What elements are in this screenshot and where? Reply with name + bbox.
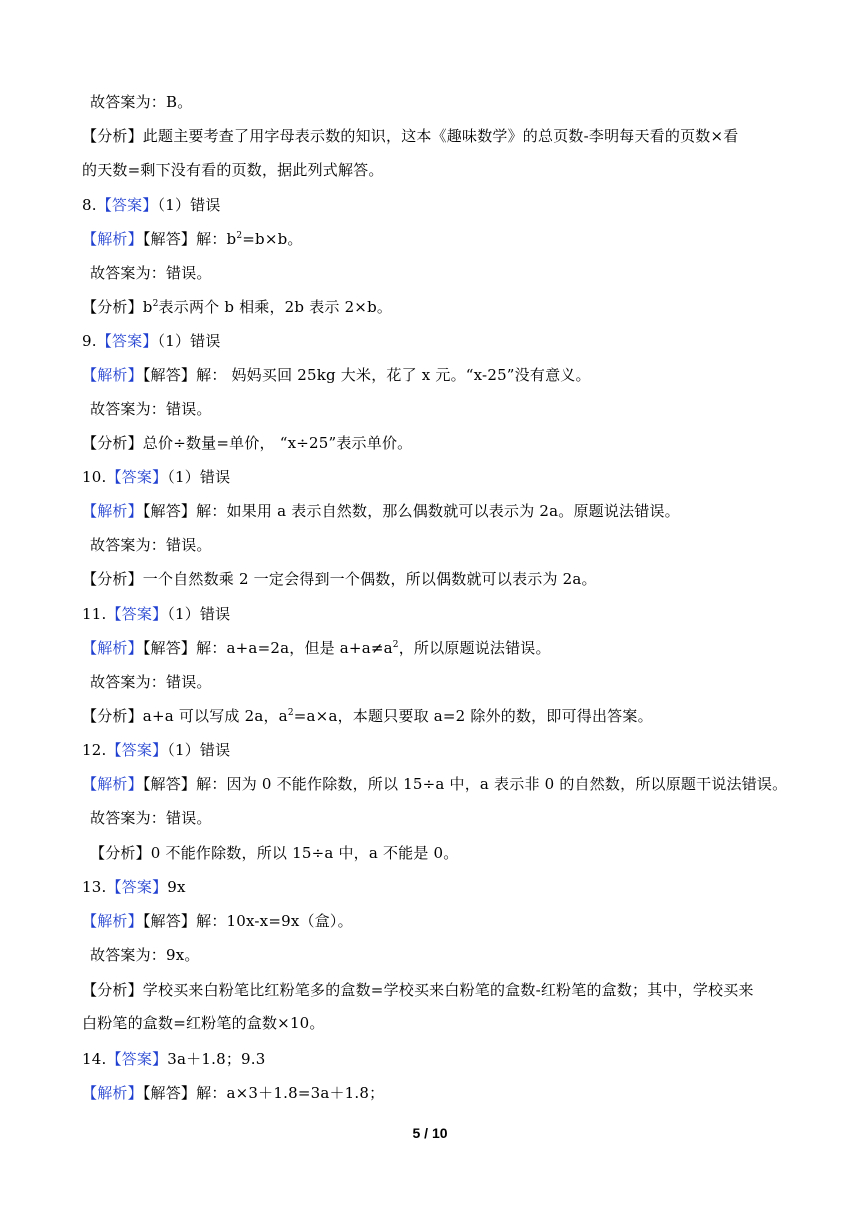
text-run: 故答案为：错误。: [90, 673, 212, 691]
text-line: [82, 467, 800, 487]
text-run: 【解答】解：如果用 a 表示自然数，那么偶数就可以表示为 2a。原题说法错误。: [142, 502, 680, 520]
label-tag: 【答案】: [106, 878, 168, 896]
label-tag: 【解析】: [82, 502, 143, 520]
text-line: [90, 399, 800, 419]
text-run: 【分析】a+a 可以写成 2a，a: [82, 707, 288, 725]
text-run: 故答案为：9x。: [90, 946, 200, 964]
text-line: [82, 433, 800, 453]
text-line: [90, 808, 800, 828]
text-line: [82, 980, 800, 1000]
page-number: 5 / 10: [412, 1125, 448, 1141]
text-run: 故答案为：错误。: [90, 400, 212, 418]
text-line: [82, 297, 800, 317]
text-line: [82, 331, 800, 351]
label-tag: 【答案】: [96, 196, 158, 214]
text-run: 【解答】解：10x-x=9x（盒）。: [142, 912, 353, 930]
text-run: 9.: [82, 332, 97, 350]
text-line: [82, 604, 800, 624]
text-line: [82, 1083, 800, 1103]
text-run: 【解答】解： 妈妈买回 25kg 大米，花了 x 元。“x-25”没有意义。: [142, 366, 591, 384]
text-run: 3a＋1.8；9.3: [167, 1050, 266, 1068]
text-run: （1）错误: [167, 605, 231, 623]
text-run: 【解答】解：b: [142, 230, 237, 248]
label-tag: 【答案】: [106, 605, 168, 623]
text-run: 8.: [82, 196, 97, 214]
text-line: [82, 638, 800, 658]
text-line: [82, 569, 800, 589]
text-run: 【分析】0 不能作除数，所以 15÷a 中，a 不能是 0。: [90, 844, 459, 862]
text-run: 故答案为：B。: [90, 93, 193, 111]
text-run: 的天数=剩下没有看的页数，据此列式解答。: [82, 161, 384, 179]
label-tag: 【解析】: [82, 639, 143, 657]
label-tag: 【答案】: [106, 741, 168, 759]
text-run: 【解答】解：a+a=2a，但是 a+a≠a: [142, 639, 393, 657]
text-run: （1）错误: [167, 468, 231, 486]
text-line: [82, 365, 800, 385]
text-line: [90, 535, 800, 555]
text-run: 故答案为：错误。: [90, 264, 212, 282]
text-line: [90, 843, 800, 863]
text-line: [82, 501, 800, 521]
text-run: 【分析】学校买来白粉笔比红粉笔多的盒数=学校买来白粉笔的盒数-红粉笔的盒数；其中，学校买来: [82, 981, 754, 999]
label-tag: 【解析】: [82, 912, 143, 930]
text-line: [82, 1049, 800, 1069]
text-line: [90, 672, 800, 692]
text-line: [82, 160, 800, 180]
label-tag: 【解析】: [82, 1084, 143, 1102]
text-run: 故答案为：错误。: [90, 536, 212, 554]
text-line: [82, 195, 800, 215]
text-run: 【分析】b: [82, 298, 153, 316]
text-run: （1）错误: [167, 741, 231, 759]
text-run: （1）错误: [157, 196, 221, 214]
label-tag: 【解析】: [82, 366, 143, 384]
label-tag: 【解析】: [82, 230, 143, 248]
label-tag: 【答案】: [96, 332, 158, 350]
text-run: （1）错误: [157, 332, 221, 350]
text-run: 【分析】此题主要考查了用字母表示数的知识，这本《趣味数学》的总页数-李明每天看的页数×看: [82, 127, 739, 145]
superscript: 2: [287, 708, 294, 718]
text-run: 表示两个 b 相乘，2b 表示 2×b。: [158, 298, 393, 316]
text-run: 白粉笔的盒数=红粉笔的盒数×10。: [82, 1014, 325, 1032]
text-run: 13.: [82, 878, 107, 896]
text-line: [90, 945, 800, 965]
label-tag: 【答案】: [106, 468, 168, 486]
superscript: 2: [236, 231, 243, 241]
text-run: 故答案为：错误。: [90, 809, 212, 827]
superscript: 2: [392, 640, 399, 650]
text-line: [82, 229, 800, 249]
text-run: 【分析】一个自然数乘 2 一定会得到一个偶数，所以偶数就可以表示为 2a。: [82, 570, 597, 588]
text-run: =b×b。: [242, 230, 303, 248]
text-line: [82, 706, 800, 726]
text-line: [82, 740, 800, 760]
label-tag: 【解析】: [82, 775, 143, 793]
label-tag: 【答案】: [106, 1050, 168, 1068]
text-run: 11.: [82, 605, 107, 623]
text-line: [90, 92, 800, 112]
text-run: 9x: [167, 878, 186, 896]
text-line: [82, 774, 800, 794]
superscript: 2: [152, 299, 159, 309]
text-run: 【解答】解：a×3＋1.8=3a＋1.8；: [142, 1084, 385, 1102]
text-line: [82, 911, 800, 931]
text-run: 10.: [82, 468, 107, 486]
text-line: [82, 1013, 800, 1033]
text-run: =a×a，本题只要取 a=2 除外的数，即可得出答案。: [293, 707, 653, 725]
text-run: 14.: [82, 1050, 107, 1068]
text-line: [82, 877, 800, 897]
text-run: 【解答】解：因为 0 不能作除数，所以 15÷a 中，a 表示非 0 的自然数，所以原题干说法错误。: [142, 775, 788, 793]
text-line: [90, 263, 800, 283]
text-run: ，所以原题说法错误。: [398, 639, 551, 657]
text-run: 【分析】总价÷数量=单价， “x÷25”表示单价。: [82, 434, 413, 452]
text-line: [82, 126, 800, 146]
text-run: 12.: [82, 741, 107, 759]
